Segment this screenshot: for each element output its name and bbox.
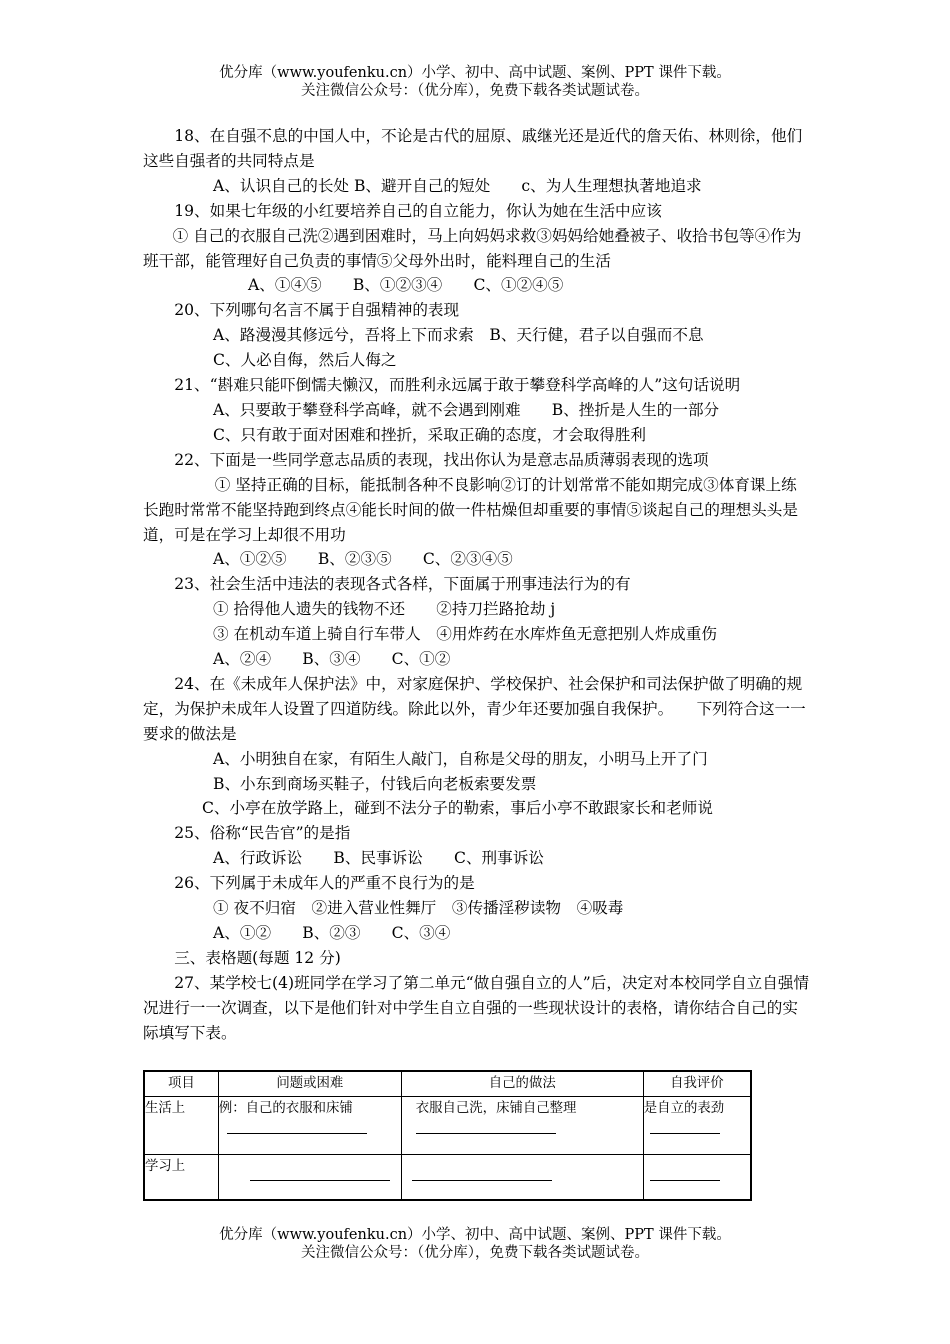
header-evaluation: 自我评价: [643, 1071, 751, 1097]
row-life-evaluation-blank[interactable]: [650, 1132, 720, 1134]
table-row-life: [144, 1097, 751, 1155]
row-study-practice-blank[interactable]: [412, 1179, 552, 1181]
q23-options: A、②④ B、③④ C、①②: [213, 650, 451, 669]
header-line-2: 关注微信公众号：（优分库），免费下载各类试题试卷。: [301, 83, 649, 99]
q18-options: A、认识自己的长处 B、避开自己的短处 c、为人生理想执著地追求: [213, 176, 702, 195]
q24-option-c: C、小亭在放学路上，碰到不法分子的勒索，事后小亭不敢跟家长和老师说: [202, 799, 713, 818]
q27-stem: 27、某学校七(4)班同学在学习了第二单元“做自强自立的人”后，决定对本校同学自立自强情况进行一一次调查，以下是他们针对中学生自立自强的一些现状设计的表格，请你结合自己的实际填写下表。: [143, 973, 810, 1042]
page-footer: [0, 1226, 950, 1262]
row-life-evaluation-cell[interactable]: [643, 1097, 751, 1155]
header-problem: 问题或困难: [218, 1071, 401, 1097]
footer-line-2: 关注微信公众号：（优分库），免费下载各类试题试卷。: [301, 1245, 649, 1261]
q23-items-1: ① 拾得他人遗失的钱物不还 ②持刀拦路抢劫 j: [213, 600, 556, 619]
row-study-problem-cell[interactable]: [218, 1155, 401, 1200]
question-content: [143, 124, 811, 1046]
q20-options-2: C、人必自侮，然后人侮之: [213, 351, 397, 370]
table-row-study: [144, 1155, 751, 1200]
row-study-item: 学习上: [144, 1155, 218, 1200]
row-study-problem-blank[interactable]: [250, 1179, 390, 1181]
header-practice: 自己的做法: [401, 1071, 643, 1097]
footer-line-1: 优分库（www.youfenku.cn）小学、初中、高中试题、案例、PPT 课件下载。: [219, 1227, 731, 1243]
q26-stem: 26、下列属于未成年人的严重不良行为的是: [174, 874, 475, 893]
q22-options: A、①②⑤ B、②③⑤ C、②③④⑤: [213, 550, 513, 569]
row-life-practice: 衣服自己洗，床铺自己整理: [415, 1101, 577, 1116]
q24-option-a: A、小明独自在家，有陌生人敲门，自称是父母的朋友，小明马上开了门: [213, 749, 708, 768]
q19-items: ① 自己的衣服自己洗②遇到困难时，马上向妈妈求救③妈妈给她叠被子、收拾书包等④作为班干部，能管理好自己负责的事情⑤父母外出时，能料理自己的生活: [143, 226, 802, 270]
q21-stem: 21、“斟难只能吓倒懦夫懒汉，而胜利永远属于敢于攀登科学高峰的人”这句话说明: [174, 376, 741, 395]
table-header-row: [144, 1071, 751, 1097]
section-3-heading: 三、表格题(每题 12 分): [174, 948, 341, 967]
header-item: 项目: [144, 1071, 218, 1097]
row-life-evaluation: 是自立的表劲: [643, 1101, 725, 1116]
q22-stem: 22、下面是一些同学意志品质的表现，找出你认为是意志品质薄弱表现的选项: [174, 450, 709, 469]
q23-items-2: ③ 在机动车道上骑自行车带人 ④用炸药在水库炸鱼无意把别人炸成重伤: [213, 625, 717, 644]
q19-stem: 19、如果七年级的小红要培养自己的自立能力，你认为她在生活中应该: [174, 201, 662, 220]
q18-stem: 18、在自强不息的中国人中，不论是古代的屈原、戚继光还是近代的詹天佑、林则徐，他们这些自强者的共同特点是: [143, 127, 803, 170]
row-life-item: 生活上: [144, 1097, 218, 1155]
q26-options: A、①② B、②③ C、③④: [213, 924, 451, 942]
q20-stem: 20、下列哪句名言不属于自强精神的表现: [174, 301, 460, 320]
q19-options: A、①④⑤ B、①②③④ C、①②④⑤: [248, 276, 564, 295]
q21-options-1: A、只要敢于攀登科学高峰，就不会遇到刚难 B、挫折是人生的一部分: [213, 400, 720, 419]
row-study-practice-cell[interactable]: [401, 1155, 643, 1200]
q23-stem: 23、社会生活中违法的表现各式各样，下面属于刑事违法行为的有: [174, 575, 631, 594]
q25-stem: 25、俗称“民告官”的是指: [174, 824, 351, 843]
q24-option-b: B、小东到商场买鞋子，付钱后向老板索要发票: [213, 774, 537, 793]
row-life-problem-cell[interactable]: [218, 1097, 401, 1155]
row-life-problem: 例：自己的衣服和床铺: [218, 1101, 353, 1116]
q22-items: ① 坚持正确的目标，能抵制各种不良影响②订的计划常常不能如期完成③体育课上练长跑时常常不能坚持跑到终点④能长时间的做一件枯燥但却重要的事情⑤谈起自己的理想头头是道，可是在学习上却很不用功: [143, 475, 798, 544]
q25-options: A、行政诉讼 B、民事诉讼 C、刑事诉讼: [213, 849, 544, 868]
row-study-evaluation-cell[interactable]: [643, 1155, 751, 1200]
q24-stem: 24、在《未成年人保护法》中，对家庭保护、学校保护、社会保护和司法保护做了明确的规定，为保护未成年人设置了四道防线。除此以外，青少年还要加强自我保护。 下列符合这一一要求的做法是: [143, 674, 806, 743]
header-line-1: 优分库（www.youfenku.cn）小学、初中、高中试题、案例、PPT 课件下载。: [219, 65, 731, 81]
q20-options-1: A、路漫漫其修远兮，吾将上下而求索 B、天行健，君子以自强而不息: [213, 326, 704, 345]
q21-options-2: C、只有敢于面对困难和挫折，采取正确的态度，才会取得胜利: [213, 425, 646, 444]
q26-items: ① 夜不归宿 ②进入营业性舞厅 ③传播淫秽读物 ④吸毒: [213, 899, 624, 918]
page-header: [0, 64, 950, 100]
row-life-practice-cell[interactable]: [401, 1097, 643, 1155]
survey-table: [143, 1070, 752, 1201]
row-life-practice-blank[interactable]: [416, 1132, 556, 1134]
row-life-problem-blank[interactable]: [227, 1132, 367, 1134]
row-study-evaluation-blank[interactable]: [650, 1179, 720, 1181]
